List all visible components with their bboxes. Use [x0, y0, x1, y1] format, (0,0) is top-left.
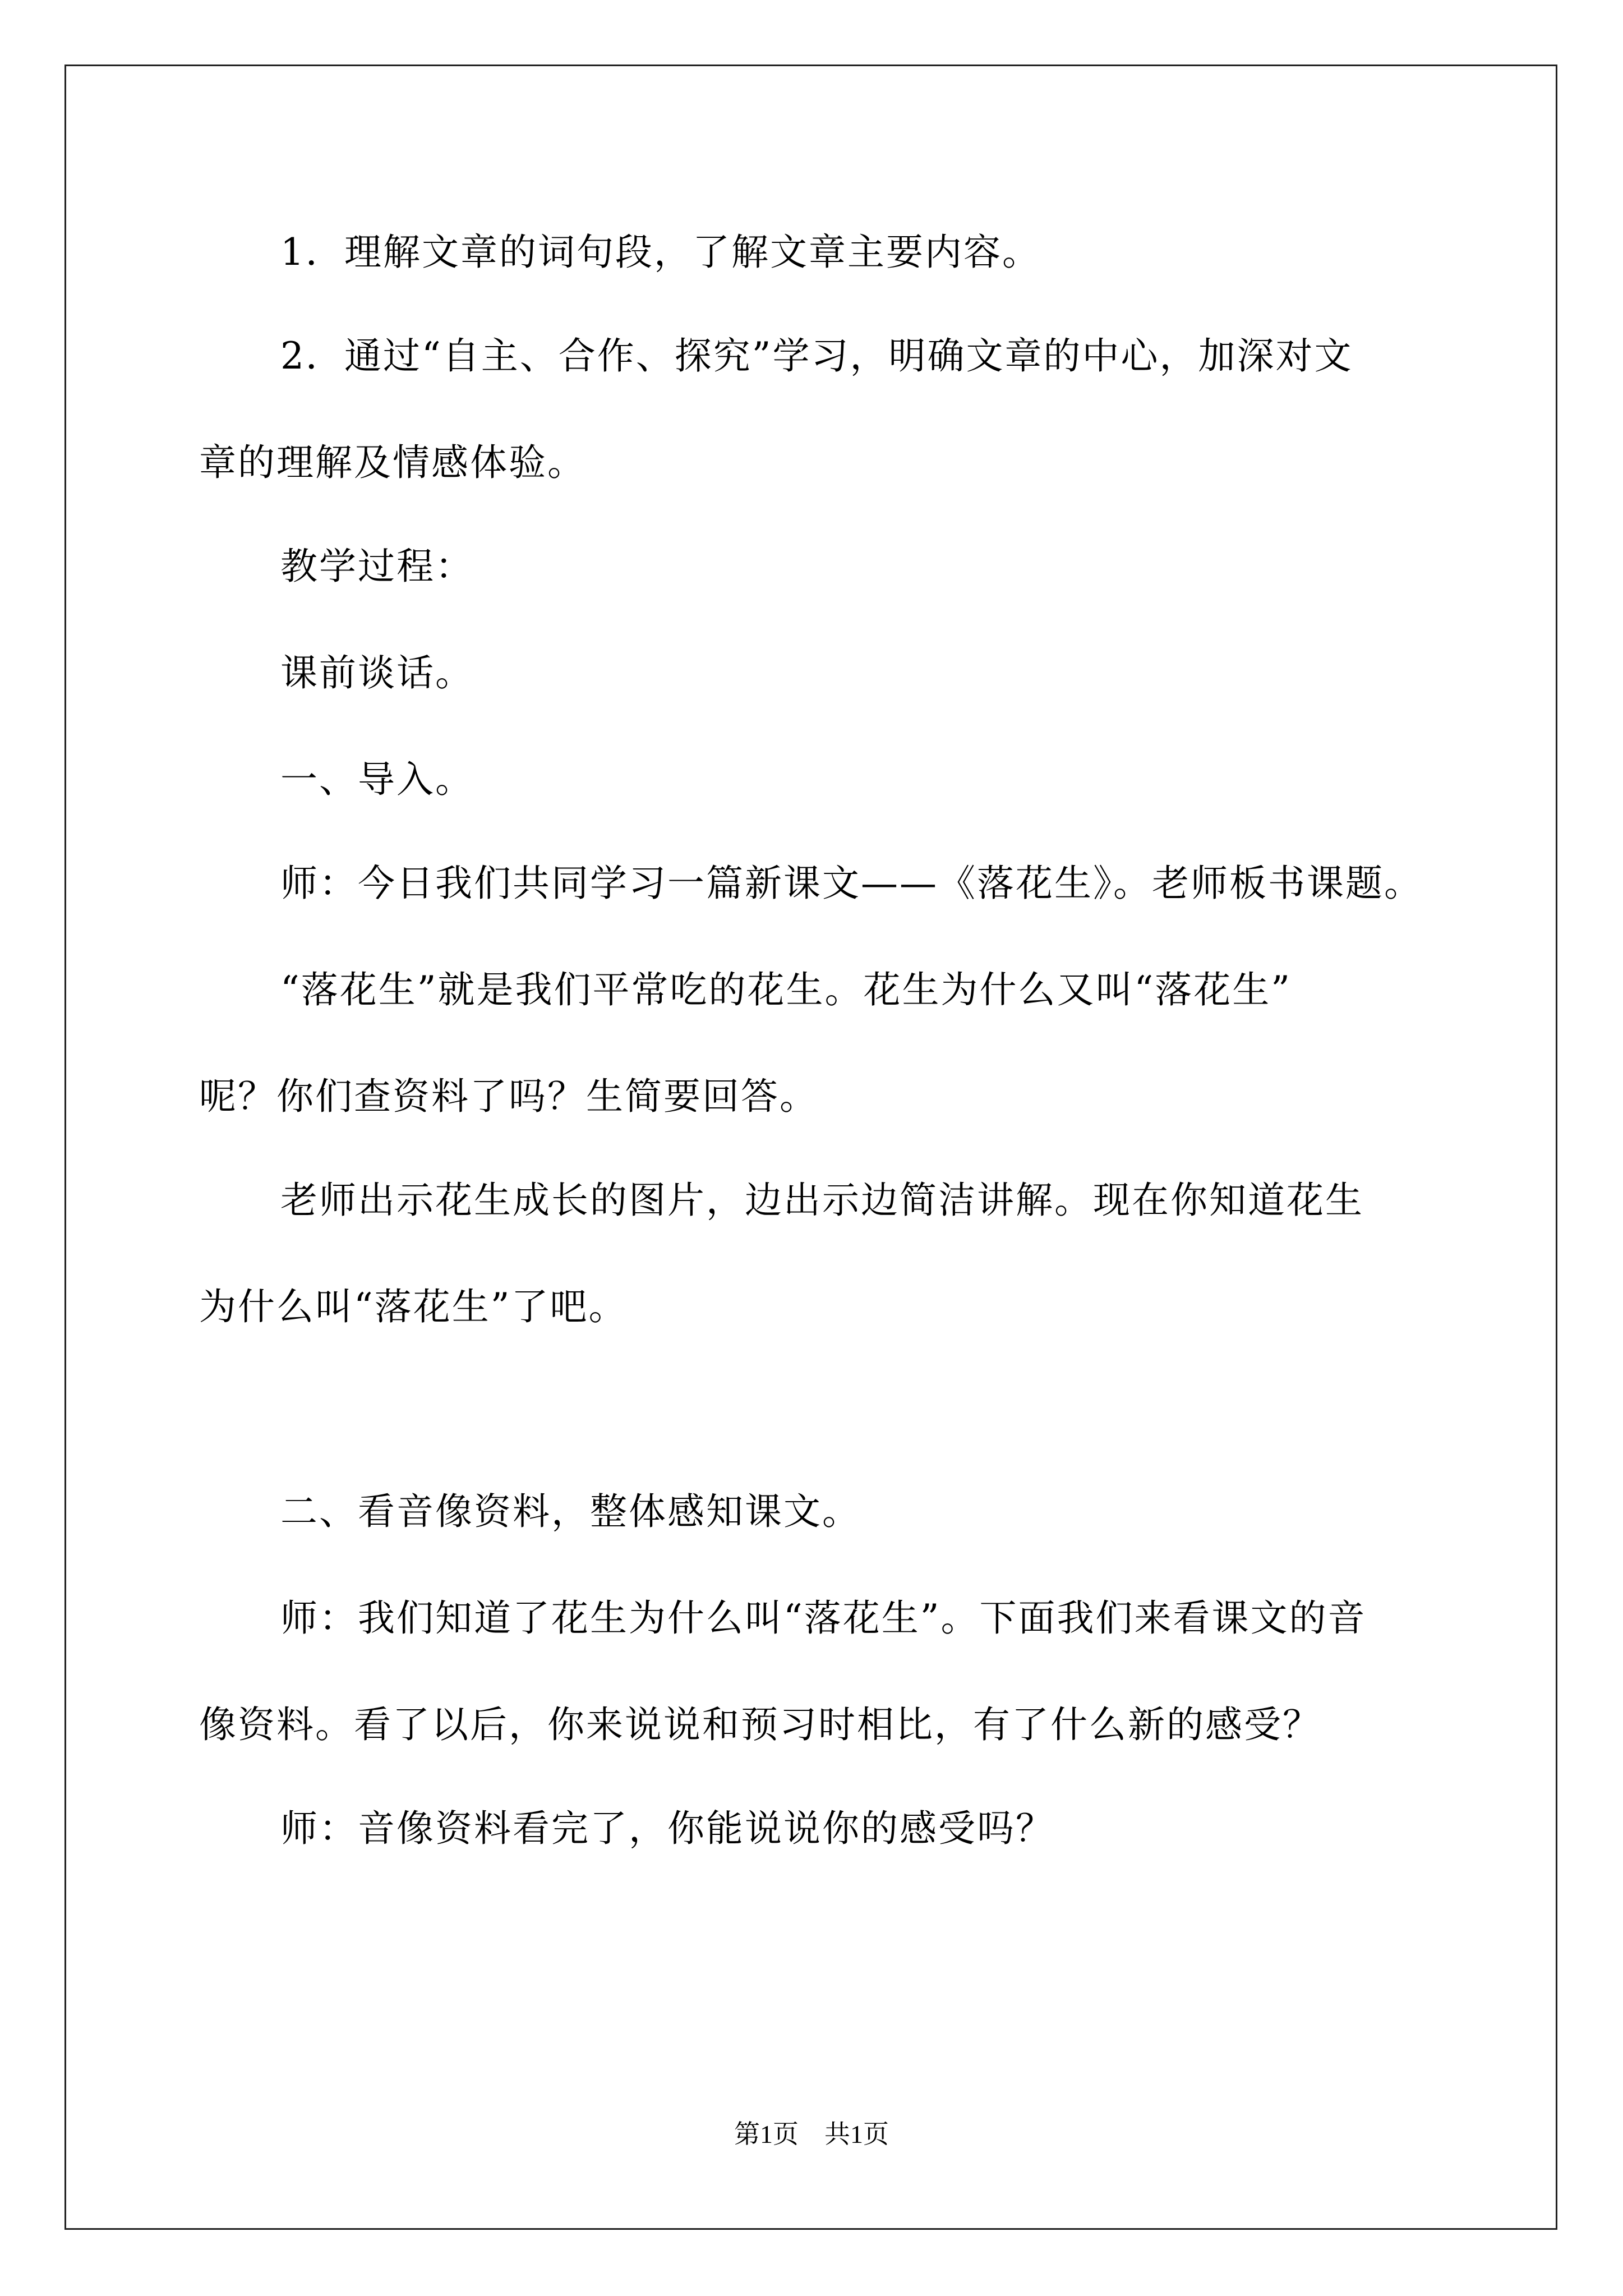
pre-class-talk: 课前谈话。 [280, 651, 474, 694]
paragraph-peanut-line-1: “落花生”就是我们平常吃的花生。花生为什么又叫“落花生” [280, 968, 1292, 1011]
objective-1: 1．理解文章的词句段，了解文章主要内容。 [280, 231, 1041, 274]
paragraph-picture-line-2: 为什么叫“落花生”了吧。 [199, 1285, 628, 1328]
page-number-footer: 第1页 共1页 [734, 2120, 889, 2148]
section-heading-intro: 一、导入。 [280, 758, 474, 801]
paragraph-picture-line-1: 老师出示花生成长的图片，边出示边简洁讲解。现在你知道花生 [280, 1179, 1364, 1222]
objective-2-line-1: 2．通过“自主、合作、探究”学习，明确文章的中心，加深对文 [280, 334, 1353, 378]
teacher-line-2-part-1: 师：我们知道了花生为什么叫“落花生”。下面我们来看课文的音 [280, 1596, 1367, 1640]
objective-2-line-2: 章的理解及情感体验。 [199, 441, 586, 484]
teacher-line-2-part-2: 像资料。看了以后，你来说说和预习时相比，有了什么新的感受？ [199, 1703, 1321, 1746]
section-heading-video: 二、看音像资料，整体感知课文。 [280, 1490, 861, 1533]
page-border [64, 65, 1557, 2230]
teacher-line-1: 师：今日我们共同学习一篇新课文——《落花生》。老师板书课题。 [280, 862, 1423, 905]
teacher-line-3: 师：音像资料看完了，你能说说你的感受吗？ [280, 1807, 1054, 1850]
paragraph-peanut-line-2: 呢？你们查资料了吗？生简要回答。 [199, 1075, 818, 1118]
section-heading-process: 教学过程： [280, 545, 474, 588]
